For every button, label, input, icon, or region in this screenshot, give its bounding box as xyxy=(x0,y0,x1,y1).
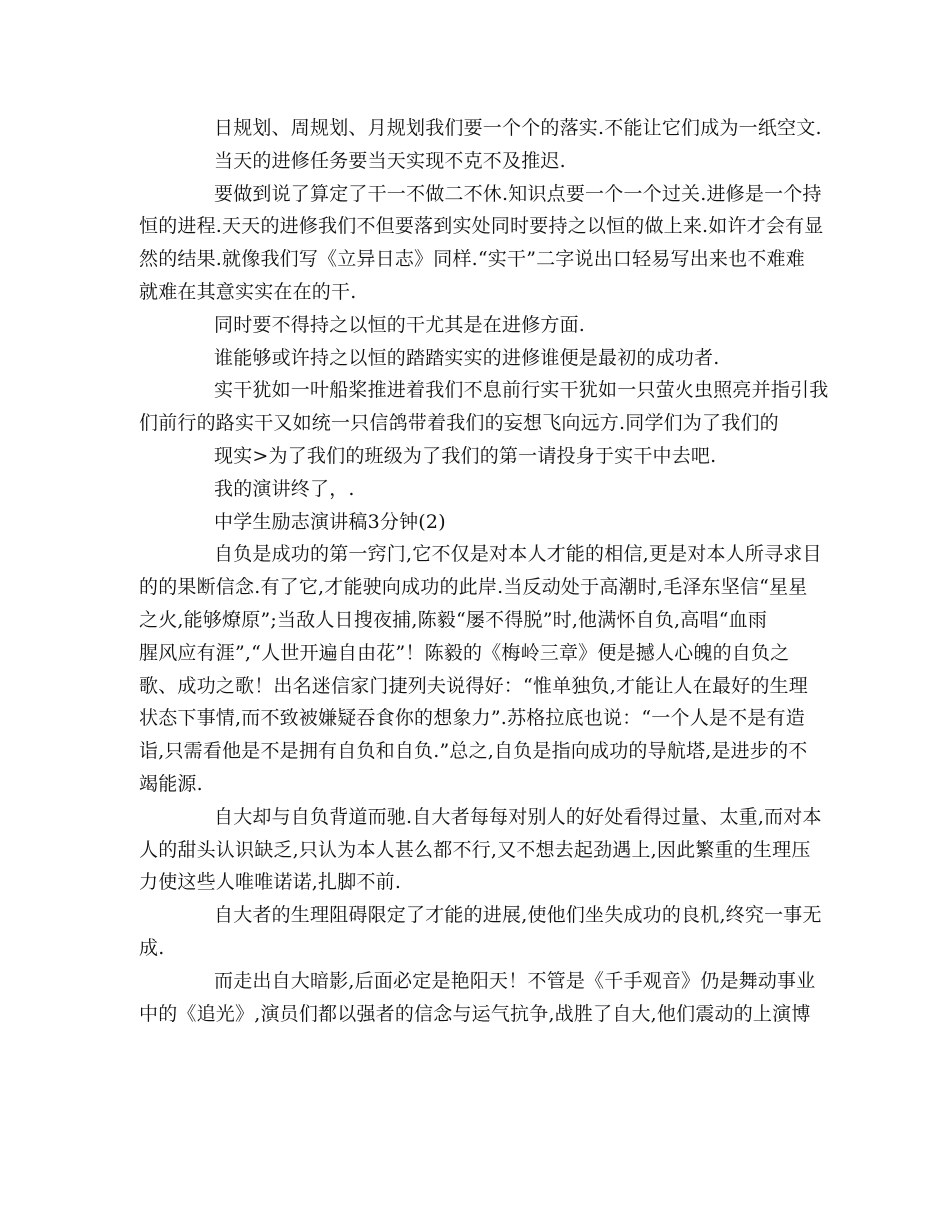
paragraph-line: 竭能源. xyxy=(139,772,203,795)
paragraph-line: 日规划、周规划、月规划我们要一个个的落实.不能让它们成为一纸空文. xyxy=(214,117,822,139)
paragraph-line: 之火,能够燎原”;当敌人日搜夜捕,陈毅“屡不得脱”时,他满怀自负,高唱“血雨 xyxy=(139,608,768,631)
paragraph-line: 要做到说了算定了干一不做二不休.知识点要一个一个过关.进修是一个持 xyxy=(214,182,822,205)
paragraph-line: 自大者的生理阻碍限定了才能的进展,使他们坐失成功的良机,终究一事无 xyxy=(214,904,822,927)
paragraph-line: 而走出自大暗影,后面必定是艳阳天！不管是《千手观音》仍是舞动事业 xyxy=(214,969,816,992)
paragraph-line: 状态下事情,而不致被嫌疑吞食你的想象力”.苏格拉底也说：“一个人是不是有造 xyxy=(139,707,805,730)
paragraph-line: 们前行的路实干又如统一只信鸽带着我们的妄想飞向远方.同学们为了我们的 xyxy=(139,412,779,435)
paragraph-line: 我的演讲终了，. xyxy=(214,477,355,500)
paragraph-line: 中的《追光》,演员们都以强者的信念与运气抗争,战胜了自大,他们震动的上演博 xyxy=(139,1002,811,1025)
paragraph-line: 谁能够或许持之以恒的踏踏实实的进修谁便是最初的成功者. xyxy=(214,346,720,369)
paragraph-line: 诣,只需看他是不是拥有自负和自负.”总之,自负是指向成功的导航塔,是进步的不 xyxy=(139,740,808,763)
paragraph-line: 就难在其意实实在在的干. xyxy=(139,280,357,303)
paragraph-line: 自负是成功的第一窍门,它不仅是对本人才能的相信,更是对本人所寻求目 xyxy=(214,543,822,566)
paragraph-line: 现实>为了我们的班级为了我们的第一请投身于实干中去吧. xyxy=(214,444,717,467)
paragraph-line: 人的甜头认识缺乏,只认为本人甚么都不行,又不想去起劲遇上,因此繁重的生理压 xyxy=(139,838,811,861)
paragraph-line: 成. xyxy=(139,936,165,959)
paragraph-line: 自大却与自负背道而驰.自大者每每对别人的好处看得过量、太重,而对本 xyxy=(214,805,822,828)
paragraph-line: 然的结果.就像我们写《立异日志》同样.“实干”二字说出口轻易写出来也不难难 xyxy=(139,248,805,271)
paragraph-line: 恒的进程.天天的进修我们不但要落到实处同时要持之以恒的做上来.如许才会有显 xyxy=(139,215,824,238)
paragraph-line: 实干犹如一叶船桨推进着我们不息前行实干犹如一只萤火虫照亮并指引我 xyxy=(214,379,829,402)
paragraph-line: 歌、成功之歌！出名迷信家门捷列夫说得好：“惟单独负,才能让人在最好的生理 xyxy=(139,674,808,697)
paragraph-line: 同时要不得持之以恒的干尤其是在进修方面. xyxy=(214,313,586,336)
paragraph-line: 力使这些人唯唯诺诺,扎脚不前. xyxy=(139,871,402,894)
paragraph-line: 当天的进修任务要当天实现不克不及推迟. xyxy=(214,149,566,172)
paragraph-line: 的的果断信念.有了它,才能驶向成功的此岸.当反动处于高潮时,毛泽东坚信“星星 xyxy=(139,576,808,599)
section-heading: 中学生励志演讲稿3分钟(2) xyxy=(214,510,446,533)
paragraph-line: 腥风应有涯”,“人世开遍自由花”！陈毅的《梅岭三章》便是撼人心魄的自负之 xyxy=(139,641,790,664)
document-body xyxy=(139,112,829,1030)
